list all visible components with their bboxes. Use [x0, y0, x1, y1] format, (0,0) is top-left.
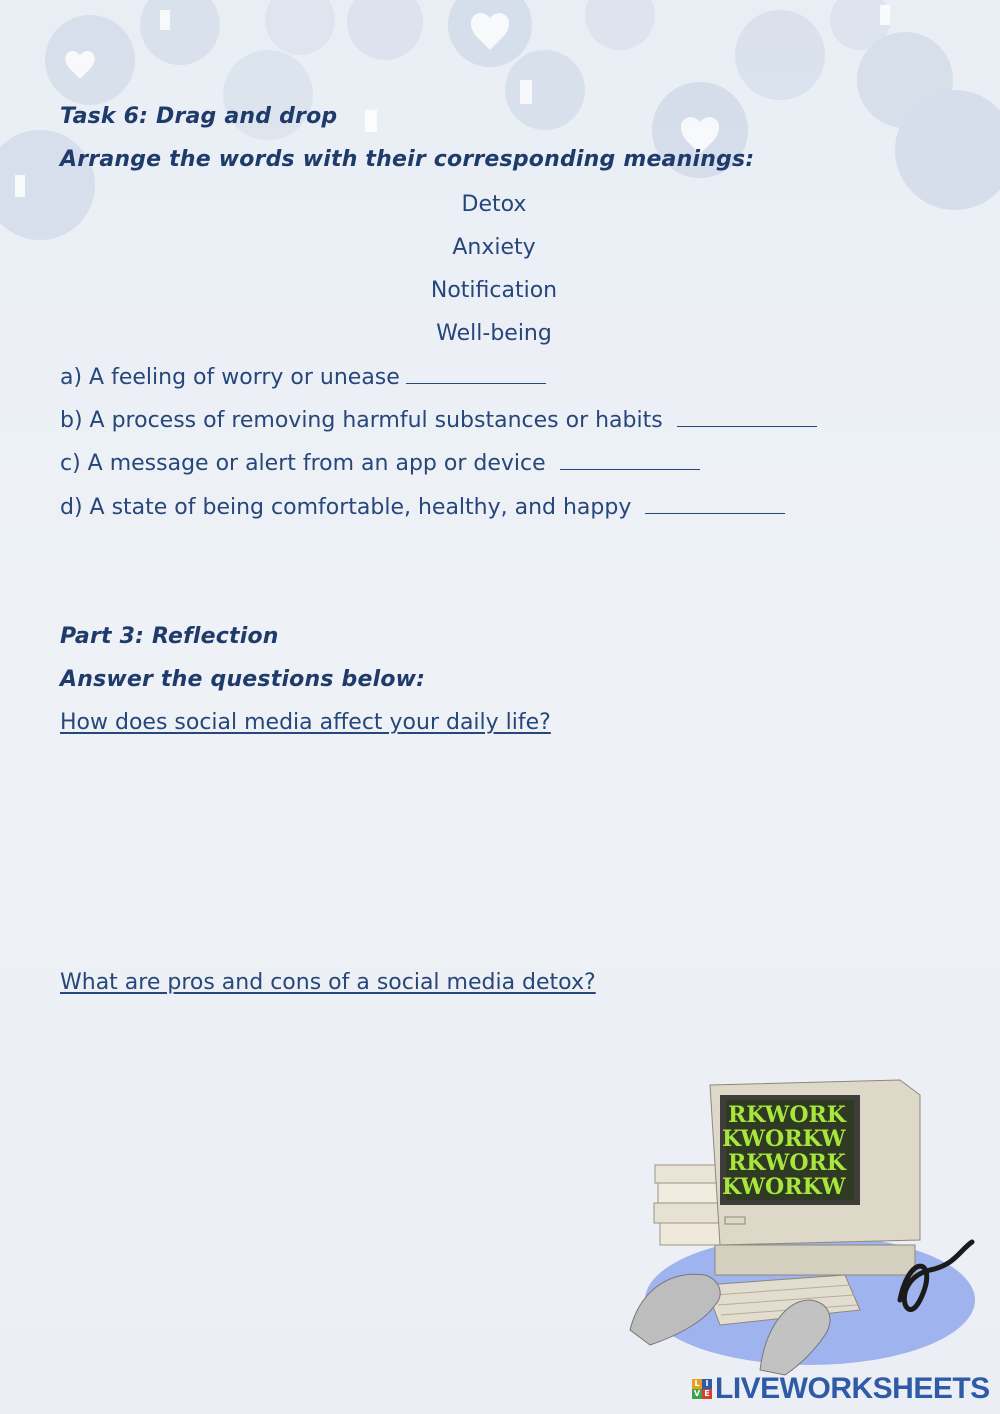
task-title: Task 6: Drag and drop [60, 104, 338, 129]
drop-zone-a[interactable] [406, 365, 546, 384]
drag-word-anxiety[interactable]: Anxiety [452, 235, 536, 260]
part3-instruction: Answer the questions below: [60, 667, 426, 692]
definition-a-text: a) A feeling of worry or unease [60, 365, 400, 390]
screen-text-line-3: RKWORK [728, 1150, 846, 1176]
question-1: How does social media affect your daily life? [60, 710, 551, 735]
task-instruction: Arrange the words with their corresponding meanings: [60, 147, 755, 172]
drop-zone-c[interactable] [560, 451, 700, 470]
social-icons-background [0, 0, 1000, 260]
definition-b [60, 408, 817, 433]
definition-c [60, 451, 700, 476]
definition-b-text: b) A process of removing harmful substances or habits [60, 408, 663, 433]
screen-text-line-1: RKWORK [728, 1102, 846, 1128]
question-2: What are pros and cons of a social media detox? [60, 970, 596, 995]
computer-illustration [610, 1070, 990, 1380]
screen-text-line-4: KWORKW [722, 1174, 846, 1200]
drag-word-detox[interactable]: Detox [461, 192, 527, 217]
definition-c-text: c) A message or alert from an app or device [60, 451, 546, 476]
part3-title: Part 3: Reflection [60, 624, 279, 649]
drag-word-notification[interactable]: Notification [430, 278, 558, 303]
liveworksheets-logo-text: LIVEWORKSHEETS [715, 1372, 990, 1405]
definition-d-text: d) A state of being comfortable, healthy, and happy [60, 495, 632, 520]
liveworksheets-logo[interactable] [692, 1372, 990, 1406]
definition-d [60, 495, 785, 520]
liveworksheets-logo-icon: L I V E [692, 1379, 712, 1399]
screen-text-line-2: KWORKW [722, 1126, 846, 1152]
drag-word-well-being[interactable]: Well-being [436, 321, 552, 346]
drop-zone-d[interactable] [645, 495, 785, 514]
definition-a [60, 365, 546, 390]
drop-zone-b[interactable] [677, 408, 817, 427]
